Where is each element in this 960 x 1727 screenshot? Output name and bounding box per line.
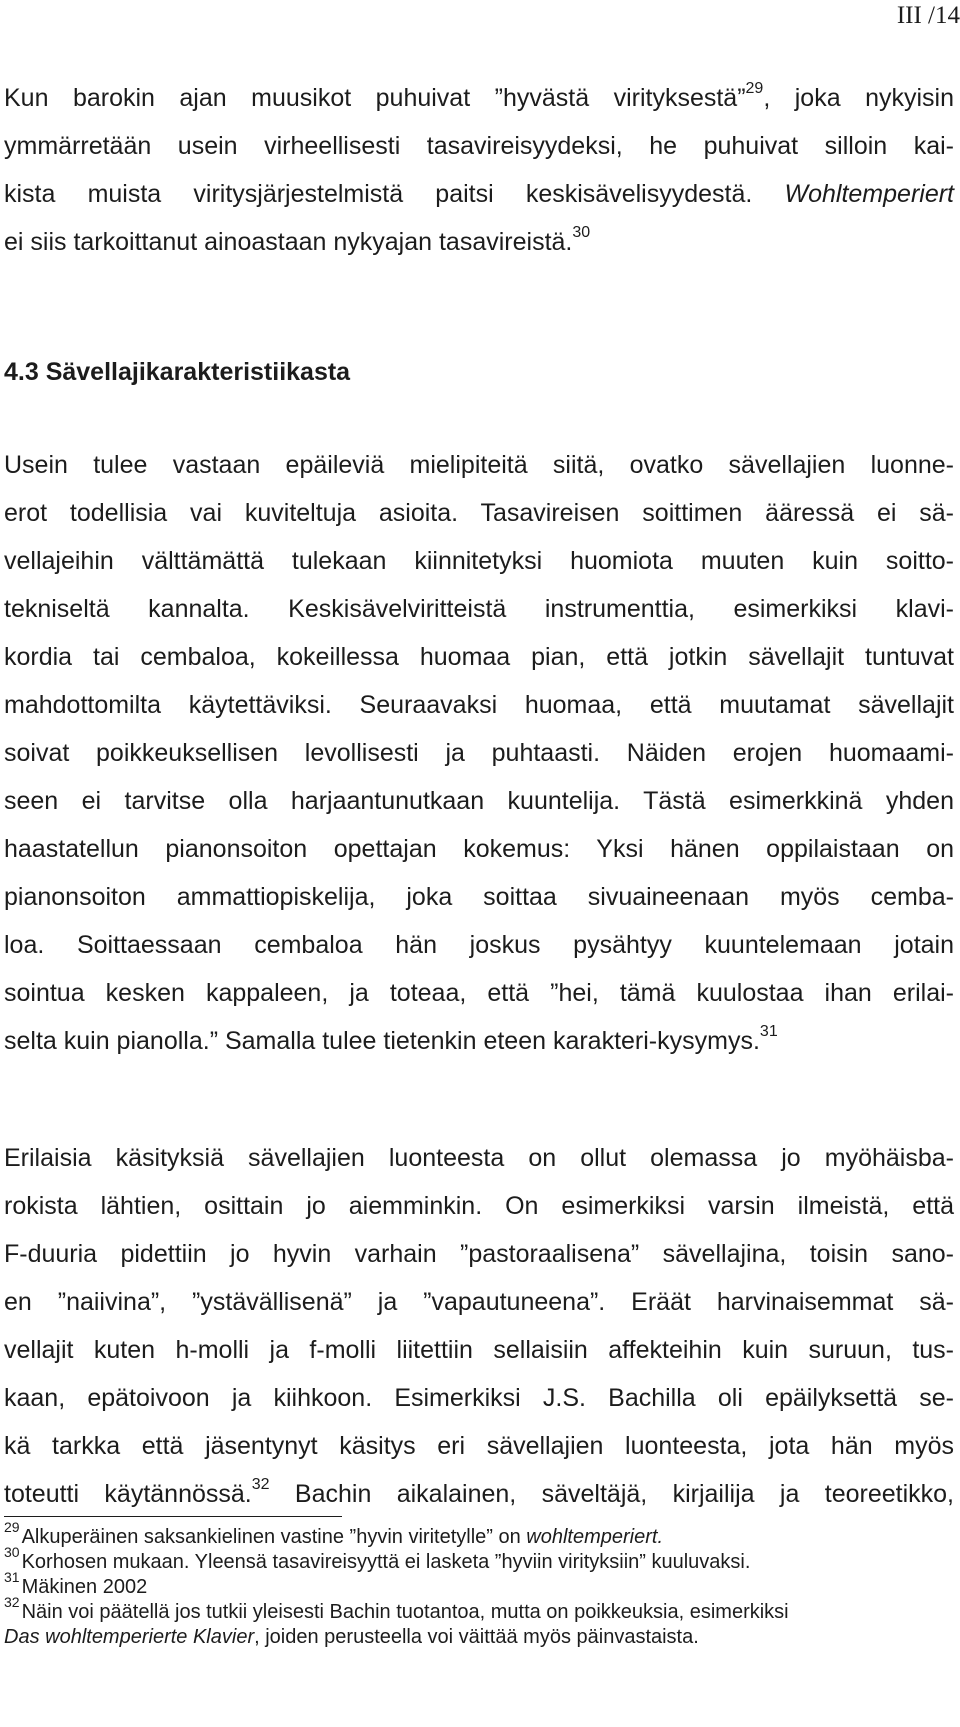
- text-line: kordia tai cembaloa, kokeillessa huomaa pian, että jotkin sävellajit tuntuvat: [4, 643, 954, 671]
- text-line: loa. Soittaessaan cembaloa hän joskus pysähtyy kuuntelemaan jotain: [4, 931, 954, 959]
- paragraph-intro: [4, 74, 954, 266]
- text-line: Usein tulee vastaan epäileviä mielipiteitä siitä, ovatko sävellajien luonne-: [4, 451, 954, 479]
- footnote-32: $^{32}$ Näin voi päätellä jos tutkii yleisesti Bachin tuotantoa, mutta on poikkeuksia, esimerkiksi: [4, 1594, 789, 1623]
- italic-term: Wohltemperiert: [784, 180, 954, 208]
- text-line: erot todellisia vai kuviteltuja asioita. Tasavireisen soittimen ääressä ei sä-: [4, 499, 954, 527]
- text-line: sointua kesken kappaleen, ja toteaa, että ”hei, tämä kuulostaa ihan erilai-: [4, 979, 954, 1007]
- page-number: III /14: [896, 2, 960, 29]
- text-line: toteutti käytännössä.$^{32}$ Bachin aikalainen, säveltäjä, kirjailija ja teoreetikko,: [4, 1475, 954, 1508]
- footnote-divider: [4, 1516, 342, 1517]
- text-line: vellajit kuten h-molli ja f-molli liitettiin sellaisiin affekteihin kuin suruun, tus-: [4, 1336, 954, 1364]
- text-line: kista muista viritysjärjestelmistä paitsi keskisävelisyydestä. Wohltemperiert: [4, 180, 954, 208]
- footnote-29: $^{29}$ Alkuperäinen saksankielinen vastine ”hyvin viritetylle” on wohltemperiert.: [4, 1519, 663, 1548]
- paragraph-key-character: [4, 441, 954, 1065]
- text-line: pianonsoiton ammattiopiskelija, joka soittaa sivuaineenaan myös cemba-: [4, 883, 954, 911]
- text-line: ymmärretään usein virheellisesti tasavireisyydeksi, he puhuivat silloin kai-: [4, 132, 954, 160]
- text-line: Erilaisia käsityksiä sävellajien luonteesta on ollut olemassa jo myöhäisba-: [4, 1144, 954, 1172]
- footnotes: [4, 1519, 954, 1650]
- text-line: rokista lähtien, osittain jo aiemminkin. On esimerkiksi varsin ilmeistä, että: [4, 1192, 954, 1220]
- text-line: soivat poikkeuksellisen levollisesti ja puhtaasti. Näiden erojen huomaami-: [4, 739, 954, 767]
- text-line: en ”naiivina”, ”ystävällisenä” ja ”vapautuneena”. Eräät harvinaisemmat sä-: [4, 1288, 954, 1316]
- footnote-31: $^{31}$ Mäkinen 2002: [4, 1569, 148, 1598]
- paragraph-history: [4, 1134, 954, 1518]
- footnote-ref-30[interactable]: 30: [572, 223, 591, 241]
- footnote-32-continued: Das wohltemperierte Klavier, joiden perusteella voi väittää myös päinvastaista.: [4, 1626, 699, 1648]
- text-line: mahdottomilta käytettäviksi. Seuraavaksi huomaa, että muutamat sävellajit: [4, 691, 954, 719]
- text-line: haastatellun pianonsoiton opettajan kokemus: Yksi hänen oppilaistaan on: [4, 835, 954, 863]
- text-line: kä tarkka että jäsentynyt käsitys eri sävellajien luonteesta, jota hän myös: [4, 1432, 954, 1460]
- text-line: tekniseltä kannalta. Keskisävelviritteistä instrumenttia, esimerkiksi klavi-: [4, 595, 954, 623]
- text-line: selta kuin pianolla.” Samalla tulee tietenkin eteen karakteri-kysymys.$^{31}$: [4, 1022, 778, 1055]
- footnote-ref-32[interactable]: 32: [251, 1475, 270, 1493]
- footnote-30: $^{30}$ Korhosen mukaan. Yleensä tasavireisyyttä ei lasketa ”hyviin virityksiin” kuuluvaksi.: [4, 1544, 751, 1573]
- text-line: seen ei tarvitse olla harjaantunutkaan kuuntelija. Tästä esimerkkinä yhden: [4, 787, 954, 815]
- text-line: vellajeihin välttämättä tulekaan kiinnitetyksi huomiota muuten kuin soitto-: [4, 547, 954, 575]
- text-line: Kun barokin ajan muusikot puhuivat ”hyvästä virityksestä”$^{29}$, joka nykyisin: [4, 79, 954, 112]
- text-line: F-duuria pidettiin jo hyvin varhain ”pastoraalisena” sävellajina, toisin sano-: [4, 1240, 954, 1268]
- text-line: ei siis tarkoittanut ainoastaan nykyajan tasavireistä.$^{30}$: [4, 223, 591, 256]
- text-line: kaan, epätoivoon ja kiihkoon. Esimerkiksi J.S. Bachilla oli epäilyksettä se-: [4, 1384, 954, 1412]
- footnote-ref-31[interactable]: 31: [759, 1022, 778, 1040]
- section-heading: 4.3 Sävellajikarakteristiikasta: [4, 358, 351, 386]
- footnote-ref-29[interactable]: 29: [745, 79, 764, 97]
